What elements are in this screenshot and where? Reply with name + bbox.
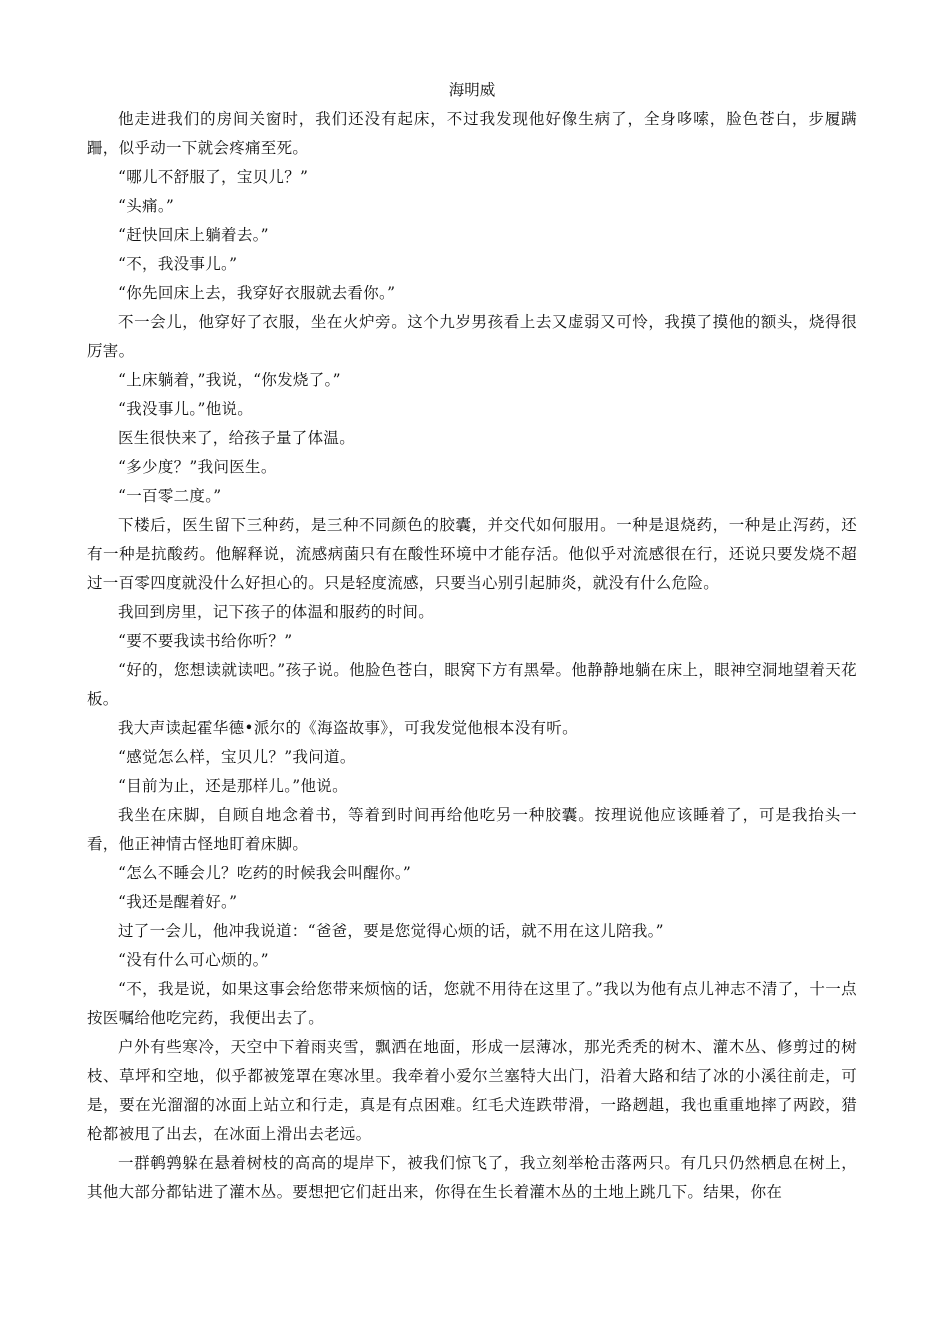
paragraph: “赶快回床上躺着去。” (118, 226, 269, 244)
paragraph: 我坐在床脚，自顾自地念着书，等着到时间再给他吃另一种胶囊。按理说他应该睡着了，可是我抬头一看，他正神情古怪地盯着床脚。 (87, 806, 857, 853)
paragraph: “一百零二度。” (118, 487, 222, 505)
paragraph: “上床躺着，”我说，“你发烧了。” (118, 371, 341, 389)
paragraph: “多少度？”我问医生。 (118, 458, 277, 476)
paragraph: 户外有些寒冷，天空中下着雨夹雪，飘洒在地面，形成一层薄冰，那光秃秃的树木、灌木丛、修剪过的树枝、草坪和空地，似乎都被笼罩在寒冰里。我牵着小爱尔兰塞特大出门，沿着大路和结了冰的小溪往前走，可是，要在光溜溜的冰面上站立和行走，真是有点困难。红毛犬连跌带滑，一路趔趄，我也重重地摔了两跤，猎枪都被甩了出去，在冰面上滑出去老远。 (87, 1038, 857, 1143)
paragraph: “我还是醒着好。” (118, 893, 238, 911)
paragraph: “不，我没事儿。” (118, 255, 238, 273)
paragraph: 我大声读起霍华德•派尔的《海盗故事》，可我发觉他根本没有听。 (118, 719, 578, 737)
paragraph: “我没事儿。”他说。 (118, 400, 254, 418)
paragraph: “要不要我读书给你听？” (118, 632, 293, 650)
paragraph: “哪儿不舒服了，宝贝儿？” (118, 168, 309, 186)
paragraph: 他走进我们的房间关窗时，我们还没有起床，不过我发现他好像生病了，全身哆嗦，脸色苍白，步履蹒跚，似乎动一下就会疼痛至死。 (87, 110, 857, 157)
document-page (87, 76, 857, 1207)
paragraph: 不一会儿，他穿好了衣服，坐在火炉旁。这个九岁男孩看上去又虚弱又可怜，我摸了摸他的额头，烧得很厉害。 (87, 313, 857, 360)
paragraph: “没有什么可心烦的。” (118, 951, 269, 969)
paragraph: 我回到房里，记下孩子的体温和服药的时间。 (118, 603, 435, 621)
paragraph: “感觉怎么样，宝贝儿？”我问道。 (118, 748, 356, 766)
paragraph: 下楼后，医生留下三种药，是三种不同颜色的胶囊，并交代如何服用。一种是退烧药，一种是止泻药，还有一种是抗酸药。他解释说，流感病菌只有在酸性环境中才能存活。他似乎对流感很在行，还说只要发烧不超过一百零四度就没什么好担心的。只是轻度流感，只要当心别引起肺炎，就没有什么危险。 (87, 516, 857, 592)
paragraph: 一群鹌鹑躲在悬着树枝的高高的堤岸下，被我们惊飞了，我立刻举枪击落两只。有几只仍然栖息在树上，其他大部分都钻进了灌木丛。要想把它们赶出来，你得在生长着灌木丛的土地上跳几下。结果，你在 (87, 1154, 857, 1201)
paragraph: “好的，您想读就读吧。”孩子说。他脸色苍白，眼窝下方有黑晕。他静静地躺在床上，眼神空洞地望着天花板。 (87, 661, 857, 708)
paragraph: “不，我是说，如果这事会给您带来烦恼的话，您就不用待在这里了。”我以为他有点儿神志不清了，十一点按医嘱给他吃完药，我便出去了。 (87, 980, 857, 1027)
paragraph: “你先回床上去，我穿好衣服就去看你。” (118, 284, 396, 302)
paragraph: “怎么不睡会儿？吃药的时候我会叫醒你。” (118, 864, 412, 882)
paragraph: “头痛。” (118, 197, 175, 215)
paragraph: 医生很快来了，给孩子量了体温。 (118, 429, 356, 447)
paragraph: “目前为止，还是那样儿。”他说。 (118, 777, 348, 795)
document-title: 海明威 (448, 81, 496, 99)
paragraph: 过了一会儿，他冲我说道：“爸爸，要是您觉得心烦的话，就不用在这儿陪我。” (118, 922, 664, 940)
